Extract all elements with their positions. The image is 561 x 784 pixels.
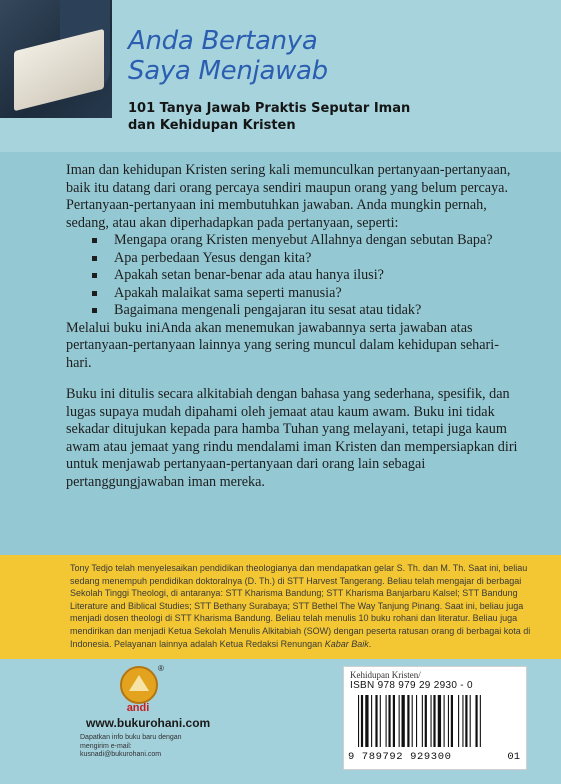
title-line-1: Anda Bertanya bbox=[128, 26, 318, 56]
barcode-digits: 9 789792 929300 bbox=[348, 751, 452, 763]
andi-logo-icon bbox=[120, 666, 158, 704]
registered-mark: ® bbox=[158, 664, 164, 673]
audience-paragraph: Buku ini ditulis secara alkitabiah dengan bahasa yang sederhana, spesifik, dan lugas supaya mudah dipahami oleh jemaat atau kaum awam. Buku ini tidak sekadar ditujukan kepada para hamba Tuhan yang melayani, tetapi juga kaum awam atau jemaat yang rindu mendalami iman Kristen dan mempersiapkan diri untuk menjawab pertanyaan-pertanyaan dari orang lain sebagai pertanggungjawaban iman mereka. bbox=[66, 386, 518, 490]
publisher-note: Dapatkan info buku baru dengan mengirim e-mail: kusnadi@bukurohani.com bbox=[80, 734, 182, 759]
bio-end: . bbox=[368, 638, 372, 649]
question-item: Apa perbedaan Yesus dengan kita? bbox=[92, 250, 521, 268]
question-item: Mengapa orang Kristen menyebut Allahnya dengan sebutan Bapa? bbox=[92, 232, 521, 250]
cover-photo bbox=[0, 0, 112, 118]
question-list bbox=[66, 232, 521, 320]
question-item: Bagaimana mengenali pengajaran itu sesat atau tidak? bbox=[92, 302, 521, 320]
publisher-url[interactable]: www.bukurohani.com bbox=[86, 716, 211, 730]
intro-paragraph: Iman dan kehidupan Kristen sering kali memunculkan pertanyaan-pertanyaan, baik itu datang dari orang percaya sendiri maupun orang yang belum percaya. Pertanyaan-pertanyaan ini membutuhkan jawaban. Anda mungkin pernah, sedang, atau akan diperhadapkan pada pertanyaan, seperti: bbox=[66, 162, 511, 231]
question-item: Apakah malaikat sama seperti manusia? bbox=[92, 285, 521, 303]
logo-triangle-icon bbox=[129, 675, 149, 691]
header-panel bbox=[0, 0, 561, 152]
author-bio bbox=[70, 562, 532, 650]
synopsis-text bbox=[66, 162, 521, 491]
subtitle-line-1: 101 Tanya Jawab Praktis Seputar Iman bbox=[128, 101, 411, 116]
subtitle-line-2: dan Kehidupan Kristen bbox=[128, 118, 296, 133]
publisher-name: andi bbox=[126, 702, 150, 714]
barcode-icon bbox=[358, 695, 518, 747]
book-subtitle bbox=[128, 100, 410, 134]
bio-text: Tony Tedjo telah menyelesaikan pendidikan theologianya dan mendapatkan gelar S. Th. dan M. Th. Saat ini, beliau sedang menempuh pendidikan doktoralnya (D. Th.) di STT Harvest Tangerang. Beliau telah mengajar di berbagai Sekolah Tinggi Theologi, di antaranya: STT Kharisma Bandung; STT Kharisma Banjarbaru Kalsel; STT Bandung Literature and Biblical Studies; STT Bethany Surabaya; STT Bethel The Way Tanjung Pinang. Saat ini, beliau juga menjadi dosen theologi di STT Kharisma Bandung. Beliau telah menulis 10 buku rohani dan literatur. Beliau juga mendirikan dan menjadi Ketua Sekolah Menulis Alkitabiah (SOW) dengan peserta ratusan orang di berbagai kota di Indonesia. Pelayanan lainnya adalah Ketua Redaksi Renungan bbox=[70, 563, 531, 649]
answer-paragraph: Melalui buku iniAnda akan menemukan jawabannya serta jawaban atas pertanyaan-pertanyaan lainnya yang sering muncul dalam kehidupan sehari-hari. bbox=[66, 319, 499, 371]
book-title bbox=[128, 26, 328, 86]
bio-publication-title: Kabar Baik bbox=[324, 638, 369, 649]
isbn-number: ISBN 978 979 29 2930 - 0 bbox=[350, 680, 473, 691]
book-category: Kehidupan Kristen/ bbox=[350, 670, 421, 680]
barcode-label bbox=[343, 666, 527, 770]
paragraph-spacer bbox=[66, 372, 521, 386]
question-item: Apakah setan benar-benar ada atau hanya ilusi? bbox=[92, 267, 521, 285]
open-book-image bbox=[14, 29, 104, 111]
title-line-2: Saya Menjawab bbox=[128, 56, 328, 86]
barcode-price-code: 01 bbox=[507, 751, 520, 763]
